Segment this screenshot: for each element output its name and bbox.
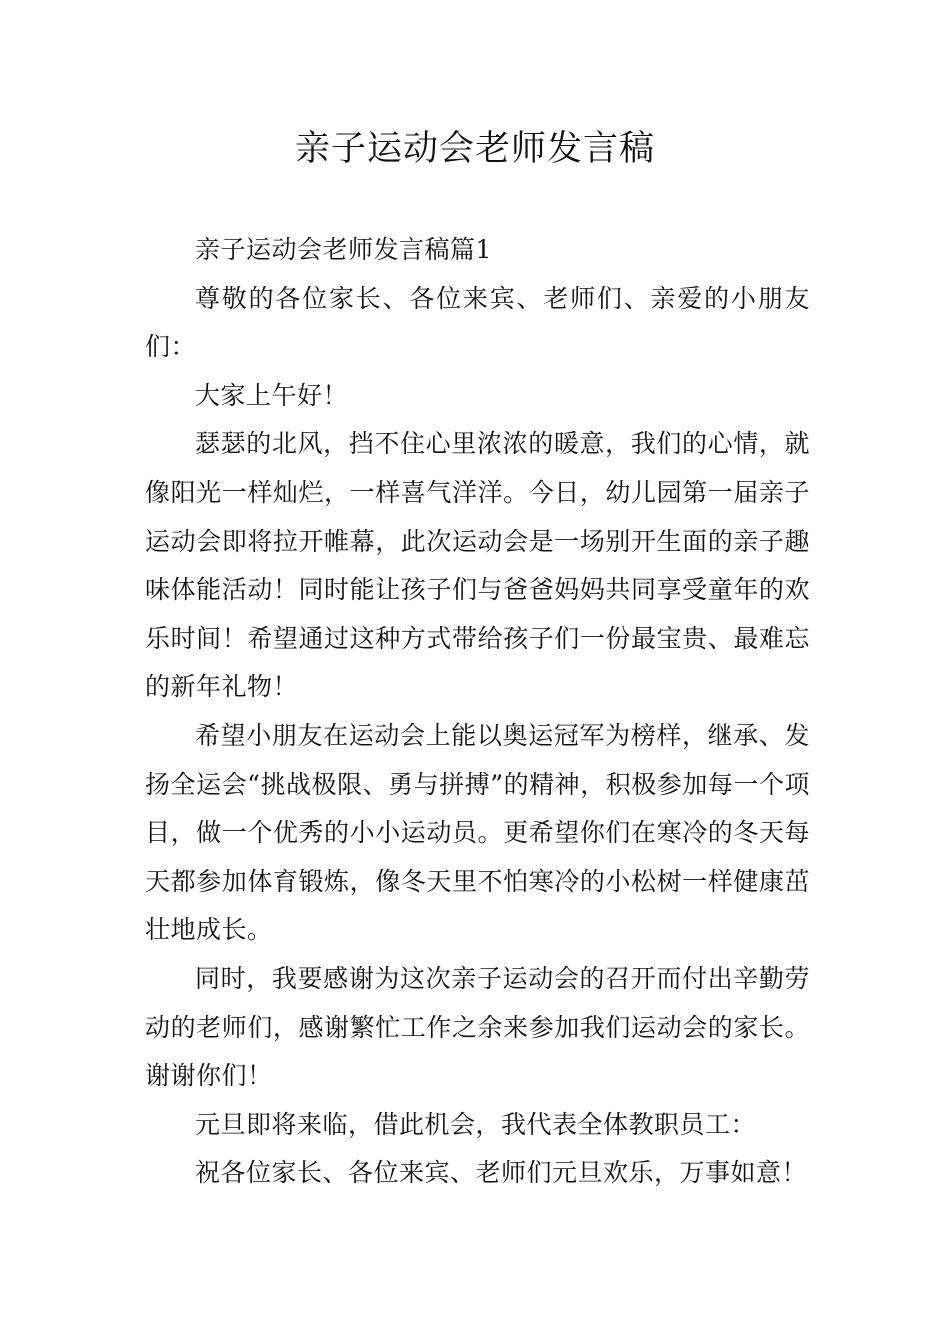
document-body	[145, 226, 810, 1198]
section-heading: 亲子运动会老师发言稿篇1	[195, 235, 492, 264]
salutation-paragraph: 尊敬的各位家长、各位来宾、老师们、亲爱的小朋友们：	[145, 283, 810, 362]
body-paragraph: 同时，我要感谢为这次亲子运动会的召开而付出辛勤劳动的老师们，感谢繁忙工作之余来参加我们运动会的家长。谢谢你们！	[145, 963, 810, 1091]
document-title: 亲子运动会老师发言稿	[294, 129, 655, 169]
body-paragraph: 元旦即将来临，借此机会，我代表全体教职员工：	[195, 1109, 757, 1139]
greeting-paragraph: 大家上午好！	[195, 380, 349, 410]
body-paragraph: 希望小朋友在运动会上能以奥运冠军为榜样，继承、发扬全运会“挑战极限、勇与拼搏”的精神，积极参加每一个项目，做一个优秀的小小运动员。更希望你们在寒冷的冬天每天都参加体育锻炼，像冬天里不怕寒冷的小松树一样健康茁壮地成长。	[145, 720, 810, 945]
body-paragraph: 瑟瑟的北风，挡不住心里浓浓的暖意，我们的心情，就像阳光一样灿烂，一样喜气洋洋。今日，幼儿园第一届亲子运动会即将拉开帷幕，此次运动会是一场别开生面的亲子趣味体能活动！同时能让孩子们与爸爸妈妈共同享受童年的欢乐时间！希望通过这种方式带给孩子们一份最宝贵、最难忘的新年礼物！	[145, 429, 810, 702]
closing-paragraph: 祝各位家长、各位来宾、老师们元旦欢乐，万事如意！	[195, 1158, 808, 1188]
